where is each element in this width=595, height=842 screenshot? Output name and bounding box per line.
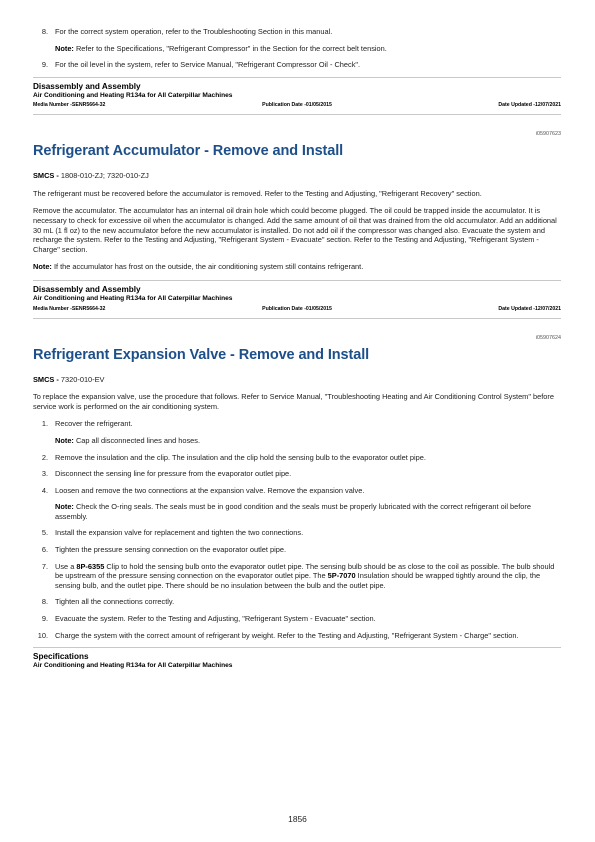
document-id: i05907623 [535,131,561,138]
step-text: For the oil level in the system, refer to Service Manual, "Refrigerant Compressor Oil - Check". [55,60,361,70]
section-title: Refrigerant Expansion Valve - Remove and Install [33,346,370,363]
header-title: Specifications [33,652,89,662]
step-text: Loosen and remove the two connections at the expansion valve. Remove the expansion valve. [55,485,365,495]
step-number: 1. [41,419,48,429]
step-text: Evacuate the system. Refer to the Testing and Adjusting, "Refrigerant System - Evacuate" section. [55,614,376,624]
step-number: 9. [41,614,48,624]
date-updated: Date Updated -12/07/2021 [498,305,561,312]
step-text [55,562,554,590]
smcs-value: 1808-010-ZJ; 7320-010-ZJ [58,171,149,181]
step-number: 4. [41,485,48,495]
note-text: Refer to the Specifications, "Refrigerant Compressor" in the Section for the correct belt tension. [73,43,387,53]
header-subtitle: Air Conditioning and Heating R134a for All Caterpillar Machines [33,91,233,99]
section-divider [33,280,561,281]
note-label: Note: [55,435,74,445]
step-text: For the correct system operation, refer to the Troubleshooting Section in this manual. [55,27,333,36]
note-label: Note: [55,502,74,512]
header-title: Disassembly and Assembly [33,285,141,295]
section-divider [33,647,561,648]
step-number: 10. [37,630,48,640]
step-text-part: Insulation should be wrapped tightly around the clip, the sensing bulb, and the outlet pipe. There should be no insulation between the bulb and the outlet pipe. [55,571,541,590]
media-number: Media Number -SENR5664-32 [33,102,106,109]
smcs-label: SMCS - [33,171,59,181]
smcs-code [33,375,561,385]
note-text: Check the O-ring seals. The seals must be in good condition and the seals must be properly lubricated with the correct refrigerant oil before assembly. [55,502,531,521]
top-step-list [33,27,561,70]
list-item [33,486,561,522]
list-item [33,597,561,607]
media-number: Media Number -SENR5664-32 [33,305,106,312]
step-text: Install the expansion valve for replacement and tighten the two connections. [55,528,304,538]
list-item [33,27,561,53]
step-text: Charge the system with the correct amount of refrigerant by weight. Refer to the Testing and Adjusting, "Refrigerant System - Charge" section. [55,630,519,640]
doc-header [33,82,561,116]
section-expansion-valve [33,335,561,641]
doc-header [33,285,561,319]
step-text: Tighten the pressure sensing connection on the evaporator outlet pipe. [55,545,287,555]
list-item [33,469,561,479]
paragraph: The refrigerant must be recovered before the accumulator is removed. Refer to the Testing and Adjusting, "Refrigerant Recovery" section. [33,188,482,198]
step-number: 7. [41,561,48,571]
part-number-link[interactable]: 5P-7070 [327,571,356,581]
step-number: 8. [41,27,48,36]
step-number: 9. [41,60,48,70]
paragraph: Remove the accumulator. The accumulator has an internal oil drain hole which could become plugged. The oil could be trapped inside the accumulator. It is necessary to check for excessive oil when the accumulator is changed. Add the same amount of oil that was drained from the old accumulator. Add an additional 30 mL (1 fl oz) to the new accumulator before the new accumulator is installed. Do not add oil if the compressor was changed also. Evacuate the system and recharge the system. Refer to the Testing and Adjusting, "Refrigerant System - Evacuate" section. Refer to the Testing and Adjusting, "Refrigerant System - Charge" section. [33,206,557,254]
note-text: If the accumulator has frost on the outside, the air conditioning system still contains refrigerant. [51,262,364,272]
step-text: Remove the insulation and the clip. The insulation and the clip hold the sensing bulb to the evaporator outlet pipe. [55,452,426,462]
publication-date: Publication Date -01/05/2015 [262,102,332,109]
note-label: Note: [55,43,74,53]
step-text-part: Use a [55,561,77,571]
publication-date: Publication Date -01/05/2015 [262,305,332,312]
step-note [55,502,561,521]
section-title: Refrigerant Accumulator - Remove and Install [33,143,344,160]
page-number: 1856 [288,814,307,824]
step-text: Disconnect the sensing line for pressure from the evaporator outlet pipe. [55,469,292,479]
step-text: Tighten all the connections correctly. [55,597,175,607]
header-meta [33,102,561,109]
step-note [55,436,561,446]
step-note [55,44,561,54]
list-item [33,545,561,555]
step-number: 8. [41,597,48,607]
note-text: Cap all disconnected lines and hoses. [73,435,201,445]
step-text-part: Clip to hold the sensing bulb onto the evaporator outlet pipe. The sensing bulb should be as close to the coil as possible. The bulb should be upstream of the pressure sensing connection on the evaporator outlet pipe. The [55,561,555,581]
step-text: Recover the refrigerant. [55,419,133,429]
note-label: Note: [33,262,52,272]
smcs-code [33,171,561,181]
date-updated: Date Updated -12/07/2021 [498,102,561,109]
procedure-step-list [33,419,561,640]
header-rule [33,318,561,319]
section-note [33,262,561,272]
doc-header [33,652,561,671]
section-accumulator [33,131,561,272]
part-number-link[interactable]: 8P-6355 [76,561,105,571]
document-id: i05907624 [535,334,561,341]
list-item [33,528,561,538]
smcs-label: SMCS - [33,374,59,384]
header-subtitle: Air Conditioning and Heating R134a for All Caterpillar Machines [33,295,233,303]
smcs-value: 7320-010-EV [58,374,105,384]
header-rule [33,114,561,115]
step-number: 6. [41,545,48,555]
list-item [33,419,561,445]
list-item [33,631,561,641]
list-item [33,453,561,463]
header-subtitle: Air Conditioning and Heating R134a for All Caterpillar Machines [33,662,233,670]
step-number: 3. [41,469,48,479]
list-item [33,614,561,624]
list-item [33,562,561,591]
list-item [33,60,561,70]
page-content [33,27,561,671]
header-meta [33,306,561,313]
header-title: Disassembly and Assembly [33,81,141,91]
step-number: 5. [41,528,48,538]
section-divider [33,77,561,78]
paragraph: To replace the expansion valve, use the procedure that follows. Refer to Service Manual, "Troubleshooting Heating and Air Conditioning Control System" before service work is performed on the air conditioning system. [33,392,554,411]
step-number: 2. [41,452,48,462]
